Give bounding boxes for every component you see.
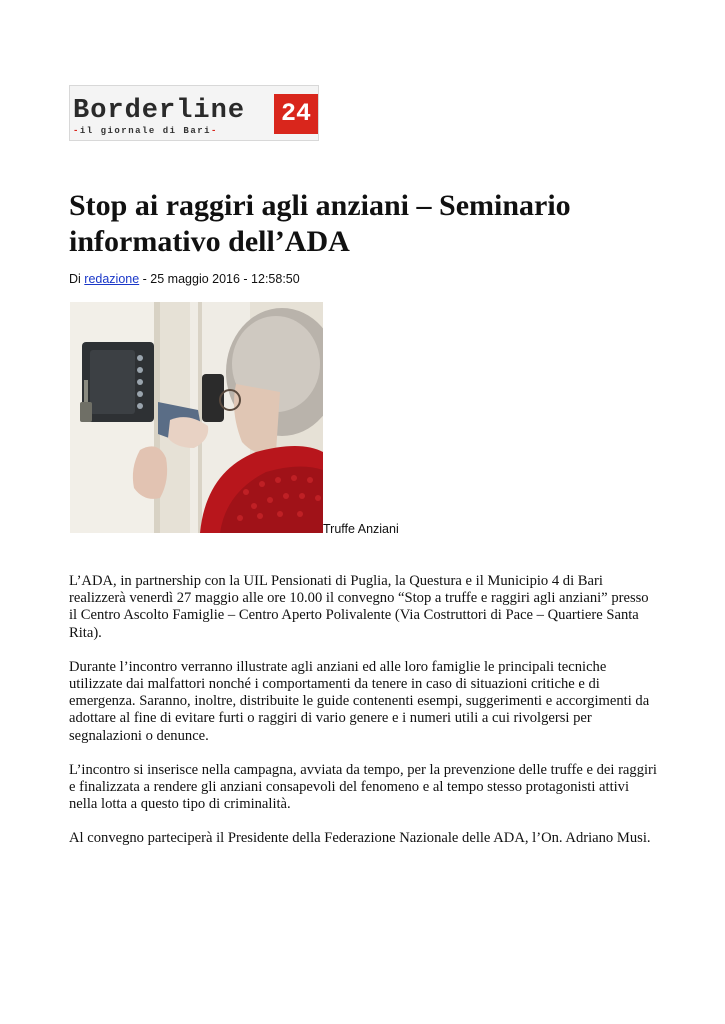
article-body [69,573,657,865]
author-link[interactable]: redazione [84,272,140,286]
elderly-woman-door-photo [70,302,323,533]
article-byline [69,272,300,286]
logo-number-badge: 24 [274,94,318,134]
logo-tagline: -il giornale di Bari- [73,126,218,136]
article-title: Stop ai raggiri agli anziani – Seminario informativo dell’ADA [69,189,571,258]
paragraph-1: L’ADA, in partnership con la UIL Pensionati di Puglia, la Questura e il Municipio 4 di Bari realizzerà venerdì 27 maggio alle ore 10.00 il convegno “Stop a truffe e raggiri agli anziani” presso il Centro Ascolto Famiglie – Centro Aperto Polivalente (Via Costruttori di Pace – Quartiere Santa Rita). [69,573,649,641]
paragraph-2: Durante l’incontro verranno illustrate agli anziani ed alle loro famiglie le principali tecniche utilizzate dai malfattori nonché i comportamenti da tenere in caso di situazioni critiche e di emergenza. Saranno, inoltre, distribuite le guide contenenti esempi, suggerimenti e accorgimenti da adottare al fine di evitare furti o raggiri di vario genere e i numeri utili a cui rivolgersi per segnalazioni o denunce. [69,658,650,744]
site-logo[interactable] [69,85,319,141]
paragraph-4: Al convegno parteciperà il Presidente della Federazione Nazionale delle ADA, l’On. Adriano Musi. [69,830,651,847]
image-caption: Truffe Anziani [323,522,399,536]
byline-prefix: Di [69,272,85,286]
article-image [70,302,323,533]
logo-tagline-text: il giornale di Bari [79,126,212,136]
logo-wordmark: Borderline [73,96,246,126]
byline-date: - 25 maggio 2016 - 12:58:50 [139,272,300,286]
paragraph-3: L’incontro si inserisce nella campagna, avviata da tempo, per la prevenzione delle truffe e dei raggiri e finalizzata a rendere gli anziani consapevoli del fenomeno e al tempo stesso protagonisti attivi nella lotta a questo tipo di criminalità. [69,761,657,813]
